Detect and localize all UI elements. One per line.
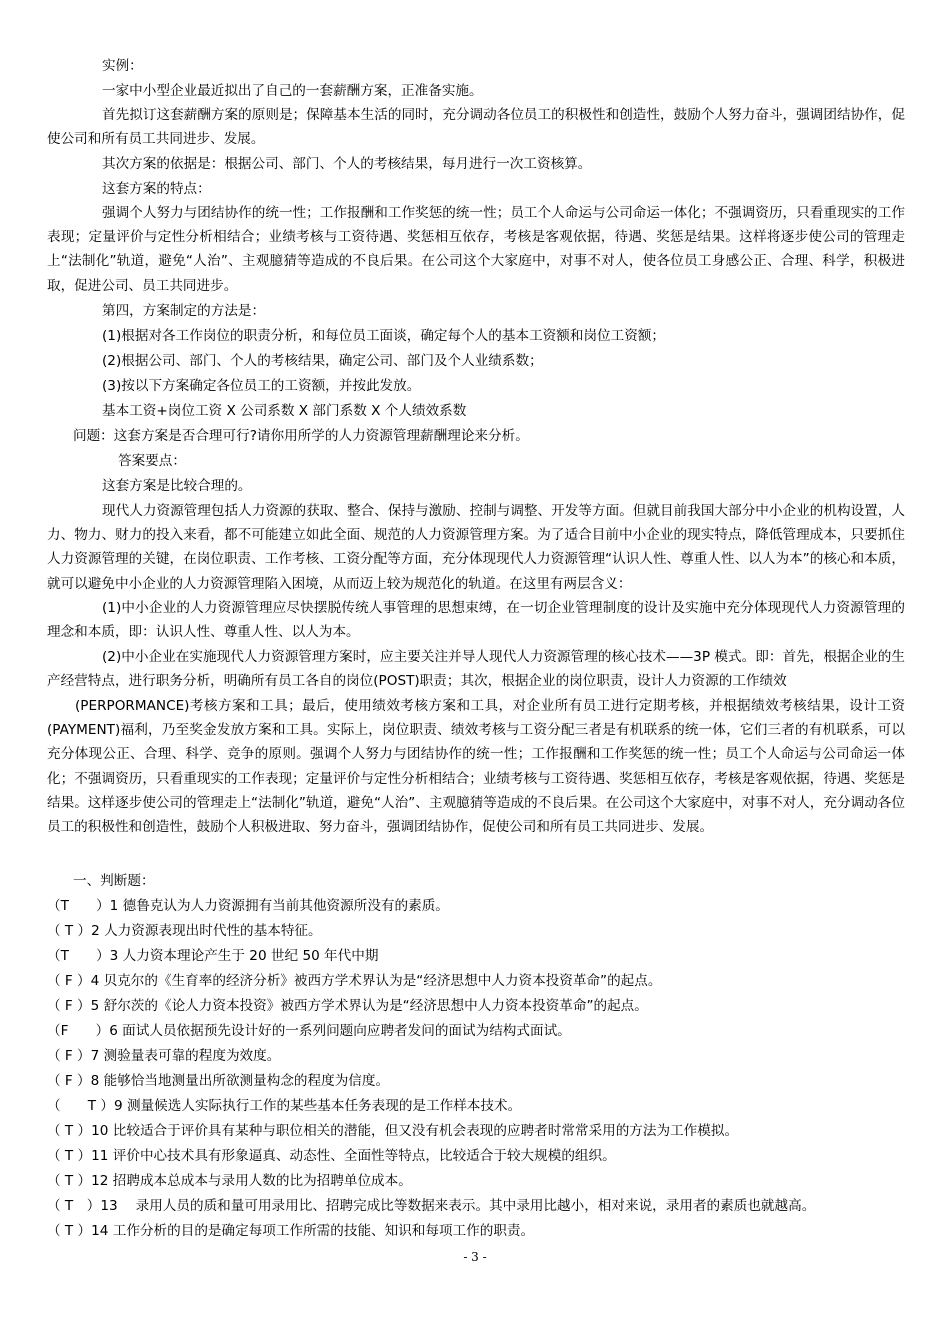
paragraph: 这套方案是比较合理的。 <box>102 478 252 494</box>
page-number: - 3 - <box>463 1250 487 1264</box>
list-item: （ F ）4 贝克尔的《生育率的经济分析》被西方学术界认为是“经济思想中人力资本投资革命”的起点。 <box>47 973 662 989</box>
question-line: 问题：这套方案是否合理可行?请你用所学的人力资源管理薪酬理论来分析。 <box>73 428 529 444</box>
list-item: （ T ）11 评价中心技术具有形象逼真、动态性、全面性等特点，比较适合于较大规模的组织。 <box>47 1148 616 1164</box>
paragraph: (1)中小企业的人力资源管理应尽快摆脱传统人事管理的思想束缚，在一切企业管理制度的设计及实施中充分体现现代人力资源管理的理念和本质，即：认识人性、尊重人性、以人为本。 <box>47 600 905 641</box>
list-item: (3)按以下方案确定各位员工的工资额，并按此发放。 <box>102 378 421 394</box>
paragraph: 一家中小型企业最近拟出了自己的一套薪酬方案，正准备实施。 <box>102 83 483 99</box>
list-item: （ T ）10 比较适合于评价具有某种与职位相关的潜能，但又没有机会表现的应聘者时常常采用的方法为工作模拟。 <box>47 1123 739 1139</box>
paragraph: (2)中小企业在实施现代人力资源管理方案时，应主要关注并导人现代人力资源管理的核心技术——3P 模式。即：首先，根据企业的生产经营特点，进行职务分析，明确所有员工各自的岗位(POST)职责；其次，根据企业的岗位职责，设计人力资源的工作绩效 <box>47 649 905 690</box>
paragraph: 首先拟订这套薪酬方案的原则是；保障基本生活的同时，充分调动各位员工的积极性和创造性，鼓励个人努力奋斗，强调团结协作，促使公司和所有员工共同进步、发展。 <box>47 107 905 148</box>
example-heading: 实例： <box>102 58 143 74</box>
paragraph: 强调个人努力与团结协作的统一性；工作报酬和工作奖惩的统一性；员工个人命运与公司命运一体化；不强调资历，只看重现实的工作表现；定量评价与定性分析相结合；业绩考核与工资待遇、奖惩相互依存，考核是客观依据，待遇、奖惩是结果。这样将逐步使公司的管理走上“法制化”轨道，避免“人治”、主观臆猜等造成的不良后果。在公司这个大家庭中，对事不对人，使各位员工身感公正、合理、科学，积极进取，促进公司、员工共同进步。 <box>47 205 905 294</box>
list-item: （F ）6 面试人员依据预先设计好的一系列问题向应聘者发问的面试为结构式面试。 <box>47 1023 571 1039</box>
list-item: （ F ）7 测验量表可靠的程度为效度。 <box>47 1048 281 1064</box>
list-item: (1)根据对各工作岗位的职责分析，和每位员工面谈，确定每个人的基本工资额和岗位工资额； <box>102 328 666 344</box>
section-heading: 一、判断题： <box>73 873 155 889</box>
paragraph: 第四，方案制定的方法是： <box>102 303 266 319</box>
answer-heading: 答案要点： <box>118 453 186 469</box>
list-item: （T ）3 人力资本理论产生于 20 世纪 50 年代中期 <box>47 948 379 964</box>
list-item: （ F ）5 舒尔茨的《论人力资本投资》被西方学术界认为是“经济思想中人力资本投资革命”的起点。 <box>47 998 648 1014</box>
list-item: （ T ）14 工作分析的目的是确定每项工作所需的技能、知识和每项工作的职责。 <box>47 1223 535 1239</box>
list-item: （T ）1 德鲁克认为人力资源拥有当前其他资源所没有的素质。 <box>47 898 449 914</box>
formula-line: 基本工资+岗位工资 X 公司系数 X 部门系数 X 个人绩效系数 <box>102 403 467 419</box>
list-item: （ F ）8 能够恰当地测量出所欲测量构念的程度为信度。 <box>47 1073 390 1089</box>
list-item: （ T ）9 测量候选人实际执行工作的某些基本任务表现的是工作样本技术。 <box>47 1098 522 1114</box>
paragraph: (PERPORMANCE)考核方案和工具；最后，使用绩效考核方案和工具，对企业所有员工进行定期考核，并根据绩效考核结果，设计工资(PAYMENT)福利，乃至奖金发放方案和工具。实际上，岗位职责、绩效考核与工资分配三者是有机联系的统一体，它们三者的有机联系，可以充分体现公正、合理、科学、竞争的原则。强调个人努力与团结协作的统一性；工作报酬和工作奖惩的统一性；员工个人命运与公司命运一体化；不强调资历，只看重现实的工作表现；定量评价与定性分析相结合；业绩考核与工资待遇、奖惩相互依存，考核是客观依据，待遇、奖惩是结果。这样逐步使公司的管理走上“法制化”轨道，避免“人治”、主观臆猜等造成的不良后果。在公司这个大家庭中，对事不对人，充分调动各位员工的积极性和创造性，鼓励个人积极进取、努力奋斗，强调团结协作，促使公司和所有员工共同进步、发展。 <box>47 698 905 836</box>
list-item: （ T ）13 录用人员的质和量可用录用比、招聘完成比等数据来表示。其中录用比越小，相对来说，录用者的素质也就越高。 <box>47 1198 816 1214</box>
paragraph: 其次方案的依据是：根据公司、部门、个人的考核结果，每月进行一次工资核算。 <box>102 156 592 172</box>
list-item: (2)根据公司、部门、个人的考核结果，确定公司、部门及个人业绩系数； <box>102 353 543 369</box>
paragraph: 这套方案的特点： <box>102 181 211 197</box>
list-item: （ T ）2 人力资源表现出时代性的基本特征。 <box>47 923 322 939</box>
paragraph: 现代人力资源管理包括人力资源的获取、整合、保持与激励、控制与调整、开发等方面。但就目前我国大部分中小企业的机构设置，人力、物力、财力的投入来看，都不可能建立如此全面、规范的人力资源管理方案。为了适合目前中小企业的现实特点，降低管理成本，只要抓住人力资源管理的关键，在岗位职责、工作考核、工资分配等方面，充分体现现代人力资源管理“认识人性、尊重人性、以人为本”的核心和本质，就可以避免中小企业的人力资源管理陷入困境，从而迈上较为规范化的轨道。在这里有两层含义： <box>47 503 905 592</box>
list-item: （ T ）12 招聘成本总成本与录用人数的比为招聘单位成本。 <box>47 1173 412 1189</box>
